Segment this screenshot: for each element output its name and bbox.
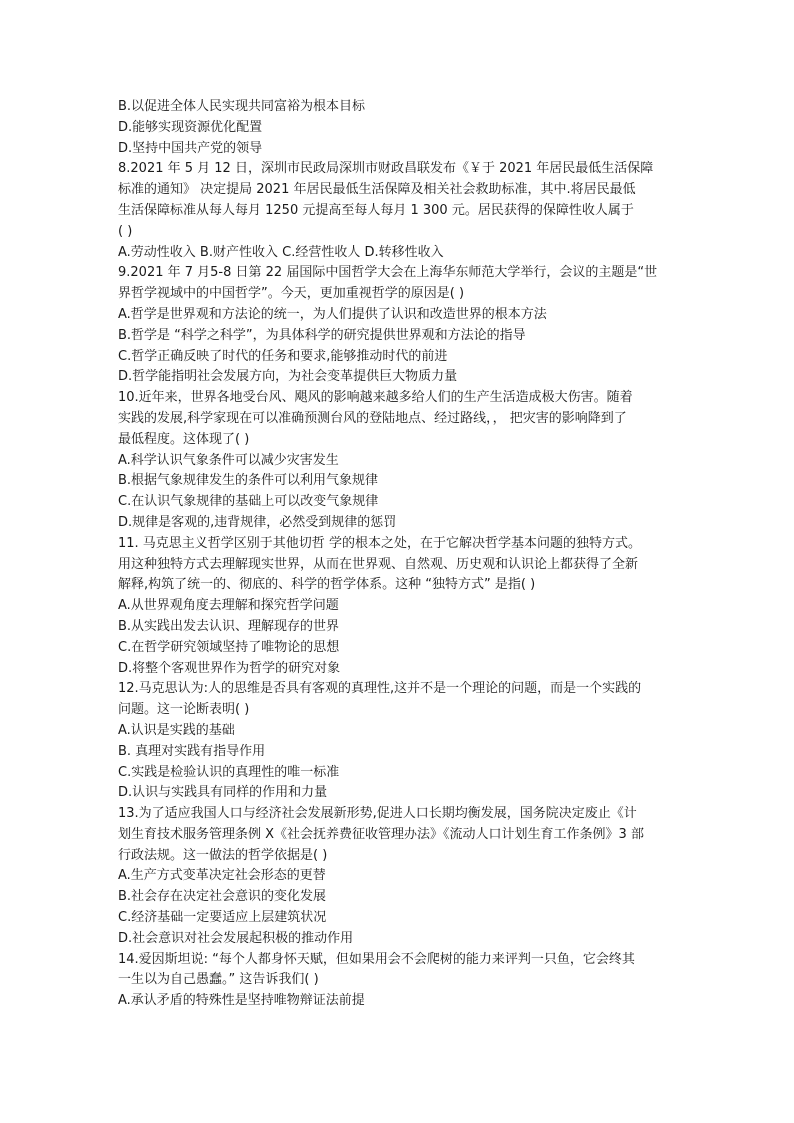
question-8-answer-blank: ( ): [118, 223, 133, 239]
question-9-stem: 界哲学视域中的中国哲学”。今天，更加重视哲学的原因是( ): [118, 286, 465, 302]
question-11-option-b: B.从实践出发去认识、理解现存的世界: [118, 618, 340, 634]
question-12-option-b: B. 真理对实践有指导作用: [118, 743, 266, 759]
question-12-stem: 问题。这一论断表明( ): [118, 702, 250, 718]
question-8-stem: 8.2021 年 5 月 12 日，深圳市民政局深圳市财政昌联发布《￥于 2021 年居民最低生活保障: [118, 161, 654, 177]
page-content: [118, 97, 686, 1012]
question-9-option-d: D.哲学能指明社会发展方向，为社会变革提供巨大物质力量: [118, 369, 458, 385]
question-9-stem: 9.2021 年 7 月5-8 日第 22 届国际中国哲学大会在上海华东师范大学举行，会议的主题是“世: [118, 265, 658, 281]
question-8-stem: 标准的通知》 决定提局 2021 年居民最低生活保障及相关社会救助标准，其中.将居民最低: [118, 182, 636, 198]
question-13-stem: 行政法规。这一做法的哲学依据是( ): [118, 847, 328, 863]
question-13-option-c: C.经济基础一定要适应上层建筑状况: [118, 910, 327, 926]
option-line: D.能够实现资源优化配置: [118, 119, 263, 135]
question-8-options: A.劳动性收入 B.财产性收入 C.经营性收人 D.转移性收入: [118, 244, 444, 260]
question-11-option-d: D.将整个客观世界作为哲学的研究对象: [118, 660, 341, 676]
option-line: D.坚持中国共产党的领导: [118, 140, 263, 156]
question-10-stem: 10.近年来，世界各地受台风、飓风的影响越来越多给人们的生产生活造成极大伤害。随着: [118, 390, 633, 406]
question-10-option-a: A.科学认识气象条件可以减少灾害发生: [118, 452, 339, 468]
question-11-option-a: A.从世界观角度去理解和探究哲学问题: [118, 598, 339, 614]
question-13-stem: 划生育技术服务管理条例 X《社会抚养费征收管理办法》《流动人口计划生育工作条例》3 部: [118, 826, 644, 842]
question-11-stem: 解释,构筑了统一的、彻底的、科学的哲学体系。这种 “独特方式” 是指( ): [118, 577, 536, 593]
question-11-stem: 11. 马克思主义哲学区别于其他切哲 学的根本之处，在于它解决哲学基本问题的独特方式。: [118, 535, 641, 551]
question-11-option-c: C.在哲学研究领域坚持了唯物论的思想: [118, 639, 340, 655]
question-13-stem: 13.为了适应我国人口与经济社会发展新形势,促进人口长期均衡发展，国务院决定废止《计: [118, 806, 637, 822]
option-line: B.以促进全体人民实现共同富裕为根本目标: [118, 99, 366, 114]
question-12-option-a: A.认识是实践的基础: [118, 722, 235, 738]
question-9-option-c: C.哲学正确反映了时代的任务和要求,能够推动时代的前进: [118, 348, 448, 364]
question-11-stem: 用这种独特方式去理解现实世界，从而在世界观、自然观、历史观和认识论上都获得了全新: [118, 556, 639, 572]
question-12-stem: 12.马克思认为:人的思维是否具有客观的真理性,这并不是一个理论的问题，而是一个实践的: [118, 681, 642, 697]
question-13-option-b: B.社会存在决定社会意识的变化发展: [118, 889, 327, 905]
question-14-stem: 14.爱因斯坦说: “每个人都身怀天赋，但如果用会不会爬树的能力来评判一只鱼，它会终其: [118, 951, 635, 967]
question-10-stem: 实践的发展,科学家现在可以准确预测台风的登陆地点、经过路线，， 把灾害的影响降到了: [118, 410, 627, 426]
question-12-option-c: C.实践是检验认识的真理性的唯一标准: [118, 764, 340, 780]
question-10-option-b: B.根据气象规律发生的条件可以利用气象规律: [118, 473, 379, 489]
question-10-stem: 最低程度。这体现了( ): [118, 431, 250, 447]
question-14-stem: 一生以为自己愚蠢。” 这告诉我们( ): [118, 972, 319, 988]
question-10-option-d: D.规律是客观的,违背规律，必然受到规律的惩罚: [118, 514, 397, 530]
question-12-option-d: D.认识与实践具有同样的作用和力量: [118, 785, 328, 801]
question-13-option-d: D.社会意识对社会发展起积极的推动作用: [118, 930, 354, 946]
question-9-option-a: A.哲学是世界观和方法论的统一，为人们提供了认识和改造世界的根本方法: [118, 306, 547, 322]
question-8-stem: 生活保障标准从每人每月 1250 元提高至每人每月 1 300 元。居民获得的保障性收人属于: [118, 202, 634, 218]
question-13-option-a: A.生产方式变革决定社会形态的更替: [118, 868, 326, 884]
question-10-option-c: C.在认识气象规律的基础上可以改变气象规律: [118, 494, 379, 510]
question-14-option-a: A.承认矛盾的特殊性是坚持唯物辩证法前提: [118, 993, 365, 1009]
question-9-option-b: B.哲学是 “科学之科学”，为具体科学的研究提供世界观和方法论的指导: [118, 327, 526, 343]
